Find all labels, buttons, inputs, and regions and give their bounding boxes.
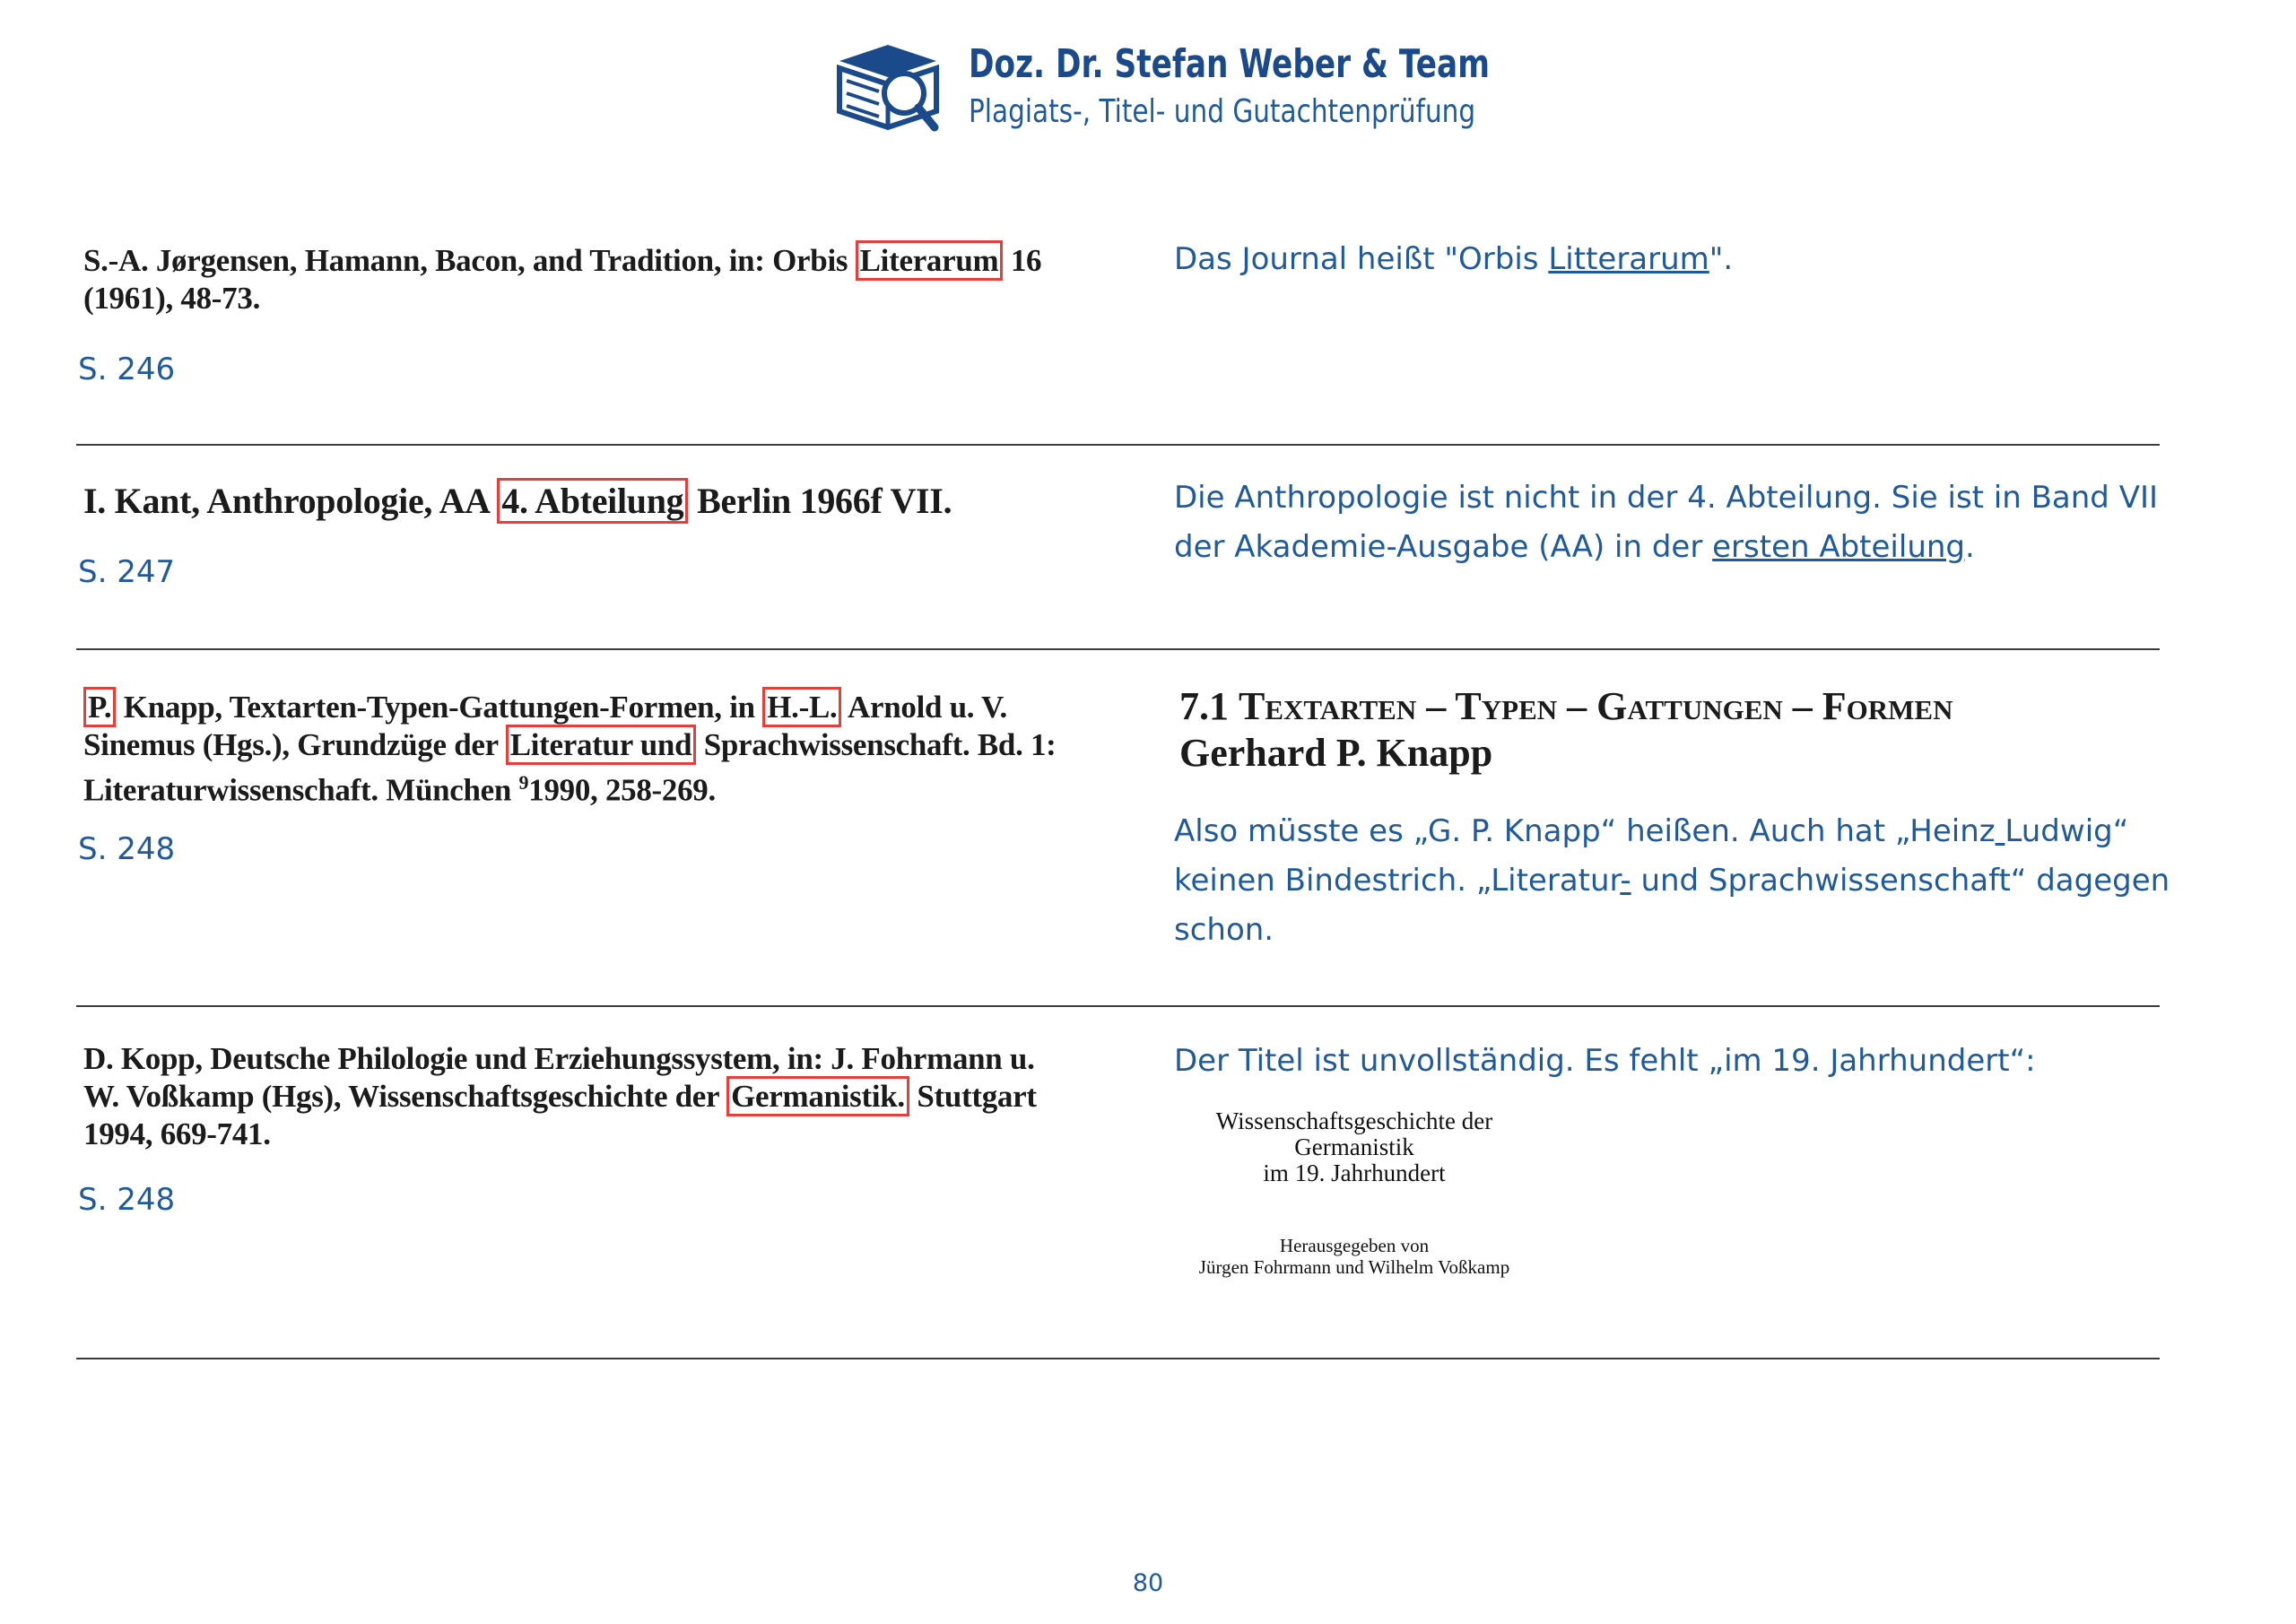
page-reference: S. 248 <box>78 831 176 867</box>
page-reference: S. 248 <box>78 1182 176 1218</box>
highlight-box: 4. Abteilung <box>497 478 688 524</box>
book-title-page: Wissenschaftsgeschichte der Germanistik im 19. Jahrhundert Herausgegeben von Jürgen Fohrmann und Wilhelm Voßkamp <box>1198 1107 1510 1278</box>
comment-2: Die Anthropologie ist nicht in der 4. Abteilung. Sie ist in Band VII der Akademie-Ausgabe (AA) in der ersten Abteilung. <box>1174 480 2159 565</box>
brand-title: Doz. Dr. Stefan Weber & Team <box>969 41 1490 87</box>
divider <box>76 648 2160 650</box>
scan-citation-4: D. Kopp, Deutsche Philologie und Erziehungssystem, in: J. Fohrmann u. W. Voßkamp (Hgs), Wissenschaftsgeschichte der Germanistik. Stuttgart 1994, 669-741. <box>83 1041 1037 1151</box>
divider <box>76 444 2160 446</box>
scan-citation-2: I. Kant, Anthropologie, AA 4. Abteilung Berlin 1966f VII. <box>83 480 1124 523</box>
page-reference: S. 247 <box>78 554 176 590</box>
highlight-box: H.-L. <box>762 687 841 727</box>
book-magnifier-icon <box>832 38 944 138</box>
highlight-box: Literatur und <box>506 725 697 765</box>
page-number: 80 <box>1132 1569 1164 1597</box>
divider <box>76 1358 2160 1359</box>
comment-1: Das Journal heißt "Orbis Litterarum". <box>1174 241 1734 277</box>
divider <box>76 1005 2160 1007</box>
highlight-box: Literarum <box>856 240 1004 281</box>
page-reference: S. 246 <box>78 352 176 387</box>
comment-3: Also müsste es „G. P. Knapp“ heißen. Auch hat „Heinz Ludwig“ keinen Bindestrich. „Literatur- und Sprachwissenschaft“ dagegen schon. <box>1174 813 2170 948</box>
page-header <box>0 34 2296 142</box>
scan-citation-3: P. Knapp, Textarten-Typen-Gattungen-Formen, in H.-L. Arnold u. V. Sinemus (Hgs.), Grundzüge der Literatur und Sprachwissenschaft. Bd. 1: Literaturwissenschaft. München $^9$1990, 258-269. <box>83 689 1124 810</box>
highlight-box: P. <box>83 687 116 727</box>
comment-4: Der Titel ist unvollständig. Es fehlt „im 19. Jahrhundert“: <box>1174 1043 2036 1079</box>
book-chapter-heading: 7.1 Textarten – Typen – Gattungen – Formen Gerhard P. Knapp <box>1179 684 1953 775</box>
scan-citation-1: S.-A. Jørgensen, Hamann, Bacon, and Tradition, in: Orbis Literarum 16 (1961), 48-73. <box>83 242 1124 317</box>
brand-subtitle: Plagiats-, Titel- und Gutachtenprüfung <box>969 93 1476 130</box>
highlight-box: Germanistik. <box>726 1076 909 1116</box>
